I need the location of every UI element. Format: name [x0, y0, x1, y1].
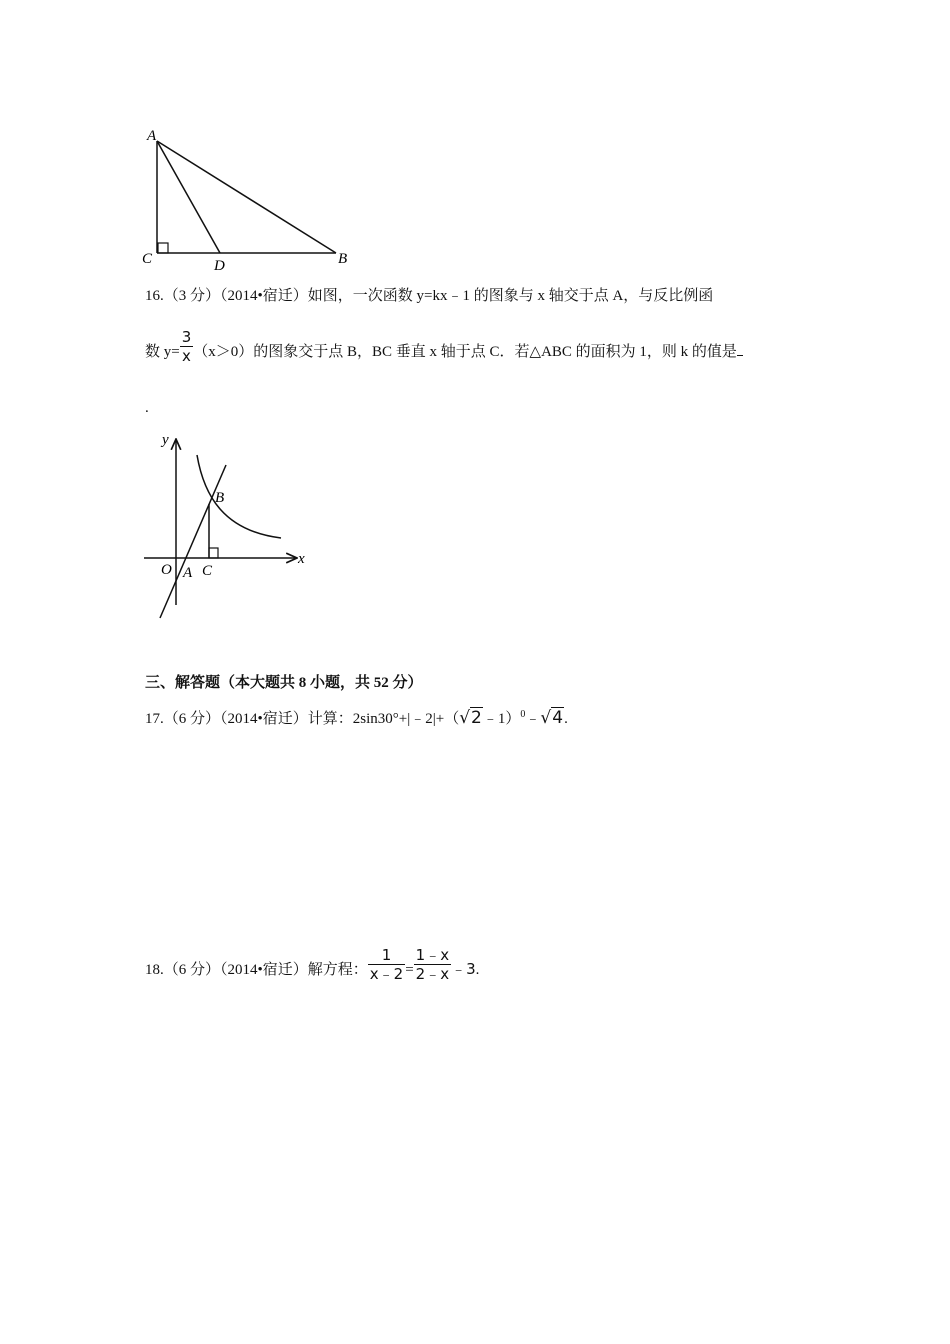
q16-fraction [180, 328, 194, 365]
q16-frac-den: x [180, 346, 194, 365]
q18-tail: ﹣3 [451, 959, 476, 978]
q18-meta: （6 分）（2014•宿迁） [163, 961, 308, 978]
q17-number: 17. [145, 711, 164, 727]
q18-prefix: 解方程： [307, 961, 368, 978]
q16-frac-num: 3 [181, 328, 192, 346]
label-b: B [215, 490, 225, 506]
q18-number: 18. [145, 961, 164, 978]
q16-line1 [145, 286, 713, 306]
q16-text-2-prefix: 数 y= [145, 343, 180, 360]
graph-figure [140, 428, 320, 623]
segment-ad [157, 141, 220, 253]
q16-number: 16. [145, 288, 164, 304]
sqrt-4-radicand: 4 [552, 708, 564, 728]
q16-text-2-suffix: （x＞0）的图象交于点 B，BC 垂直 x 轴于点 C．若△ABC 的面积为 1，则 k 的值是 [193, 343, 737, 360]
q18-equals: = [405, 961, 414, 978]
label-c: C [202, 563, 213, 579]
right-angle-mark [209, 548, 218, 558]
label-a: A [147, 128, 157, 144]
q18-end: . [475, 961, 480, 978]
label-d: D [214, 258, 225, 274]
label-x: x [298, 551, 305, 567]
q17-minus: ﹣ [525, 711, 541, 727]
q18-f2-num: 1﹣x [415, 946, 450, 964]
q17-line [145, 705, 568, 729]
sqrt-4: √4 [540, 708, 564, 728]
q16-line2 [145, 328, 743, 365]
side-ab [157, 141, 336, 253]
q18-f1-den: x﹣2 [369, 965, 404, 983]
q17-mid: ﹣1） [482, 711, 521, 727]
q16-line3: . [145, 400, 149, 416]
sqrt-2: √2 [459, 708, 482, 728]
q16-answer-blank[interactable] [737, 355, 743, 356]
label-o: O [161, 562, 172, 578]
q16-text-1: 如图，一次函数 y=kx﹣1 的图象与 x 轴交于点 A，与反比例函 [307, 288, 714, 304]
q18-f1-num: 1 [381, 946, 392, 964]
q17-end: . [564, 711, 568, 727]
q17-exponent: 0 [520, 709, 526, 720]
triangle-figure [130, 120, 370, 275]
q18-fraction-1 [368, 946, 405, 983]
q17-prefix: 计算：2sin30°+|﹣2|+（ [307, 711, 460, 727]
label-b: B [338, 251, 348, 267]
linear-function-line [160, 465, 226, 618]
q18-line [145, 946, 480, 983]
q16-meta: （3 分）（2014•宿迁） [163, 288, 308, 304]
label-c: C [142, 251, 153, 267]
right-angle-mark [158, 243, 168, 253]
section-heading: 三、解答题（本大题共 8 小题，共 52 分） [145, 675, 423, 691]
q17-meta: （6 分）（2014•宿迁） [163, 711, 308, 727]
q18-fraction-2 [414, 946, 451, 983]
sqrt-2-radicand: 2 [471, 708, 482, 728]
q18-f2-den: 2﹣x [415, 965, 450, 983]
label-a: A [183, 565, 193, 581]
label-y: y [162, 432, 169, 448]
